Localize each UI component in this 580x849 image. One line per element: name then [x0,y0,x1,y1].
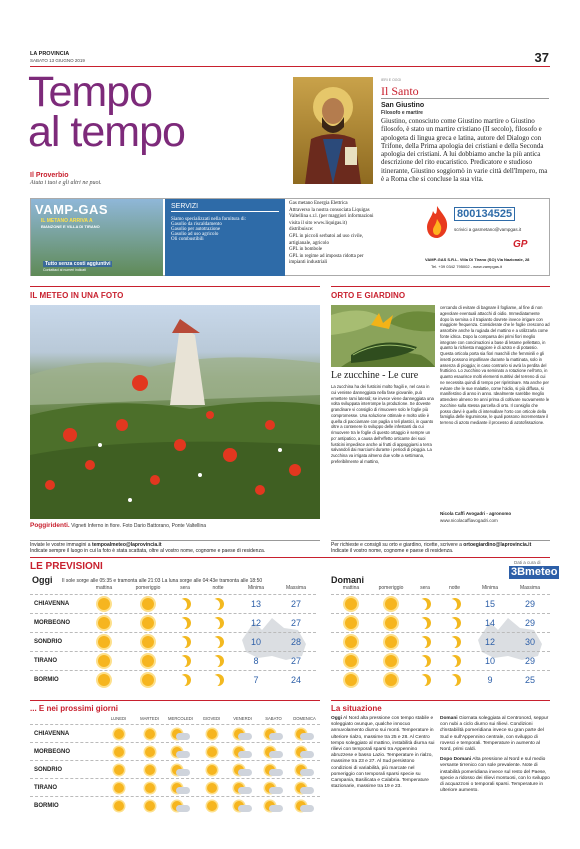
situazione-oggi-text: Al Nord alta pressione con tempo stabile e soleggiato ovunque, qualche innocuo annuvolamento diurno sui monti. Temperature in ulteriore rialzo, massime tra 25 e 28. Al Centro tempo soleggiato al mattino, instabilità diurna sui rilievi con temporali sparsi tra Appennino abruzzese e basso Lazio. Temperature in rialzo, massime tra 23 e 27. Al Sud persistono condizioni di variabilità, più marcate nel pomeriggio con temporali sparsi specie su Campania, Basilicata e Calabria. Temperature stazionarie, massime tra 19 e 23. [331,716,435,790]
ad-servizi-4: Oli combustibili [171,237,204,242]
foto-rule [30,286,320,287]
sun-icon [114,765,124,775]
today-min: 12 [250,618,261,628]
ad-middle-2: Valtellina s.r.l. (per maggiori informazioni [289,214,374,220]
orto-invite [331,542,550,555]
moon-icon [419,674,431,686]
moon-icon [212,598,224,610]
tomorrow-max: 29 [524,599,535,609]
cloud-icon [176,787,190,794]
sun-icon [142,674,154,686]
moon-icon [449,617,461,629]
sun-icon [145,783,155,793]
day-sabato: SABATO [265,716,282,721]
sun-icon [114,801,124,811]
previsioni-section-title: LE PREVISIONI [30,561,103,572]
moon-icon [419,655,431,667]
ad-middle-9: impianti industriali [289,260,328,266]
tomorrow-row-3 [331,651,550,670]
moon-icon [212,636,224,648]
domani-label: Domani [331,575,365,585]
tomorrow-row-4 [331,670,550,689]
moon-icon [179,636,191,648]
prossimi-rule [30,700,320,701]
meteo-credit: Dati a cura di [514,560,541,565]
col-minima: Minima [247,585,265,591]
situazione-domani [440,716,550,794]
ad-middle-panel [289,201,423,267]
today-min: 7 [253,675,259,685]
today-table [30,594,316,689]
orto-col-1: La zucchina ha dei fusticini molto fragili e, nel caso in cui venisse danneggiata nella fase giovanile, può emettere rami laterali; se invece viene danneggiata una volta sviluppata interrompe la produzione. Se doveste grandinare vi consiglio di rimuovere solo le foglie più compromesse. Una soluzione ottimale e molto utile è quella di pacciamare con paglia o teli plastici, in quanto oltre a contenere lo sviluppo delle infestanti da cui rimuovere tra le foglie di questo ortaggio è sempre un po' antipatico, a causa dell'effetto orticante dei suoi fusticini impedisce anche ai frutti di appoggiarsi a terra salvandoli dai marciumi durante i periodi di pioggia. La zucchina va irrigata almeno due volte a settimana, preferibilmente al mattino, [331,384,434,464]
cloud-icon [176,805,190,812]
tomorrow-min: 9 [487,675,493,685]
tomorrow-max: 29 [524,656,535,666]
moon-icon [449,655,461,667]
sun-icon [207,747,217,757]
sun-icon [98,617,110,629]
day-mercoledi: MERCOLEDI [168,716,193,721]
prossimi-header [30,716,320,724]
ad-middle-3: visita il sito www.liquigas.it) [289,220,347,226]
page-title [28,68,185,156]
ad-servizi-1: Gasolio da riscaldamento [171,222,222,227]
sun-icon [145,747,155,757]
sun-icon [385,655,397,667]
moon-icon [419,617,431,629]
ad-slogan: IL METANO ARRIVA A [41,218,93,224]
today-header [30,585,316,594]
prossimi-city: BORMIO [34,802,59,809]
today-max: 27 [290,656,301,666]
sun-icon [98,655,110,667]
orto-site[interactable]: www.nicolacaffiavogadri.com [440,518,498,523]
zucchine-illustration [331,305,435,367]
sun-icon [145,729,155,739]
today-max: 27 [290,599,301,609]
sun-icon [114,747,124,757]
tomorrow-max: 29 [524,618,535,628]
cloud-icon [300,805,314,812]
orto-rule [331,286,550,287]
saint-label-rule [381,98,549,99]
col-sera: sera [180,585,190,591]
today-max: 28 [290,637,301,647]
flame-icon [425,205,449,239]
sun-icon [345,598,357,610]
moon-icon [449,636,461,648]
foto-caption-title: Poggiridenti. [30,522,70,529]
orto-section-title: ORTO E GIARDINO [331,291,406,300]
prossimi-row-3 [30,778,320,796]
proverb-text: Aiuta i tuoi e gli altri ne puoi. [30,180,102,186]
cloud-icon [269,769,283,776]
sun-icon [207,729,217,739]
cloud-icon [238,787,252,794]
saint-body: Giustino, conosciuto come Giustino martire o Giustino filosofo, è stato un martire cristiano (II secolo), filosofo e apologeta di lingua greca e latina, autore del Dialogo con Trifone, della Prima apologia dei cristiani e della Seconda apologia dei cristiani. A lui dobbiamo anche la più antica descrizione del rito eucaristico. Predicatore e studioso itinerante, Giustino soggiornò in varie città dell'Impero, ma è a Roma che si concluse la sua vita. [381,117,548,184]
col-minima: Minima [481,585,499,591]
orto-author: Nicola Caffi Avogadri - agronomo [440,511,512,516]
day-lunedi: LUNEDI [110,716,127,721]
ad-middle-5: GPL in piccoli serbatoi ad uso civile, [289,233,364,239]
vineyard-poppies-illustration [30,305,320,519]
cloud-icon [176,769,190,776]
oggi-label: Oggi [32,575,53,585]
cloud-icon [269,787,283,794]
cloud-icon [300,751,314,758]
day-domenica: DOMENICA [293,716,316,721]
title-line-1: Tempo [28,68,153,116]
previsioni-rule [30,557,550,558]
ad-slogan-2: BIANZONE E VILLA DI TIRANO [41,224,100,229]
today-row-2 [30,632,316,651]
situazione-dopo-text: Alta pressione al Nord e sul medio versante tirrenico con sole prevalente. Note di instabilità pomeridiana invece sul resto del Paese, specie a ridosso dei rilievi montuosi, con lo sviluppo di acquazzoni o temporali sparsi. Temperature in ulteriore aumento. [440,757,550,794]
cloud-icon [176,733,190,740]
ad-note: Tutto senza costi aggiuntivi [45,261,111,267]
cloud-icon [269,805,283,812]
today-city: MORBEGNO [34,620,70,626]
sun-icon [385,598,397,610]
col-massima: Massima [285,585,306,591]
ad-left-panel [31,199,163,276]
ad-note-2: Contattaci ai numeri indicati [43,268,86,272]
cloud-icon [238,769,252,776]
orto-invite-1: Per richieste e consigli su orto e giardino, ricette, scrivere a [331,542,462,548]
ad-middle-0: Gas metano Energia Elettrica [289,201,348,206]
cloud-icon [269,733,283,740]
moon-icon [449,598,461,610]
tomorrow-min: 15 [484,599,495,609]
prossimi-section-title: ... E nei prossimi giorni [30,704,119,713]
tomorrow-table [331,594,550,689]
ad-middle-8: GPL in regime ad imposta ridotta per [289,253,364,259]
orto-col-2: cercando di evitare di bagnare il fogliame, al fine di non agevolare eventuali attacchi di oidio. Immediatamente dopo la semina o il trapianto dovrete invece irrigare con maggiore frequenza. Considerate che le foglie crescono ad assorbire anche la rugiada del mattino e a utilizzarla come fonte idrica. Dopo la comparsa dei primi fiori meglio integrare con concimazioni a base di letame pellettato, in quanto la richiesta maggiore è di azoto e di potassio. Questa orticola porta sia fiori maschili che femminili e gli insetti possono impollinare durante la mattinata, solo in assenza di pioggia; in caso contrario si avrà la perdita del frutticino. Lo zucchino va seminato a rotazione nell'orto, in quanto esaurisce molti elementi nutritivi del terreno di cui ne necessita quindi di tempo per ripristinare. Ma anche per evitare che le sue malattie, come l'oidio, si più diffusa, si manifestino di anno in anno. Idealmente sarebbe meglio attendere almeno tre anni prima di coltivare nuovamente le zucchine sulla stessa parcella di orto. Il consiglio che posso darvi è quello di intervallare l'orto con orticole della famiglia delle leguminose, le quali possono incrementare il terreno di azoto mediante il processo di azotofissazione. [440,305,550,425]
ad-servizi-0: Siamo specializzati nella fornitura di: [171,217,246,222]
sun-icon [142,598,154,610]
moon-icon [179,598,191,610]
prossimi-row-1 [30,742,320,760]
foto-caption [30,522,320,529]
foto-section-title: IL METEO IN UNA FOTO [30,291,124,300]
today-row-0 [30,594,316,613]
foto-invite-email[interactable]: tempoalmeteo@laprovincia.it [91,542,162,548]
proverb-block [30,172,102,186]
moon-icon [179,655,191,667]
sun-icon [345,674,357,686]
ad-middle-7: GPL in bombole [289,247,323,253]
moon-icon [179,674,191,686]
moon-icon [179,617,191,629]
situazione-domani-label: Domani [440,716,458,721]
col-mattina: mattina [95,585,113,591]
prossimi-row-0 [30,724,320,742]
situazione-oggi-label: Oggi [331,716,342,721]
sun-moon-line: Il sole sorge alle 05:35 e tramonta alle 21:03 La luna sorge alle 04:43e tramonta alle 18:50 [62,578,263,584]
today-row-1 [30,613,316,632]
orto-invite-email[interactable]: ortoegiardino@laprovincia.it [463,542,532,548]
sun-icon [207,765,217,775]
prossimi-city: MORBEGNO [34,748,70,755]
saint-label: Il Santo [381,84,419,98]
cloud-icon [238,805,252,812]
col-mattina: mattina [342,585,360,591]
moon-icon [212,617,224,629]
orto-invite-2: Indicate il vostro nome, cognome e paese di residenza. [331,548,454,555]
situazione-oggi [331,716,435,790]
col-notte: notte [212,585,224,591]
sun-icon [142,655,154,667]
prossimi-row-4 [30,796,320,814]
tomorrow-max: 25 [524,675,535,685]
moon-icon [419,598,431,610]
foto-invite-1: Inviate le vostre immagini a [30,542,91,548]
tomorrow-row-1 [331,613,550,632]
ad-servizi-2: Gasolio per autotrazione [171,227,221,232]
foto-invite-2: Indicate sempre il luogo in cui la foto è stata scattata, oltre al vostro nome, cognome e paese di residenza. [30,548,266,555]
page-number: 37 [534,50,549,65]
today-max: 24 [290,675,301,685]
tomorrow-min: 12 [484,637,495,647]
sun-icon [98,674,110,686]
ad-phone: 800134525 [454,207,515,221]
today-row-3 [30,651,316,670]
col-pomeriggio: pomeriggio [378,585,404,591]
foto-image [30,305,320,519]
prossimi-table [30,724,320,814]
tomorrow-header [331,585,550,594]
ad-tel: Tel. +39 0342 795002 - www.vampgas.it [431,264,503,269]
orto-title: Le zucchine - Le cure [331,370,419,381]
saint-icon-image [293,77,373,184]
col-sera: sera [420,585,430,591]
sun-icon [385,674,397,686]
today-city: BORMIO [34,677,59,683]
day-venerdi: VENERDI [233,716,252,721]
sun-icon [114,729,124,739]
sun-icon [345,636,357,648]
foto-invite [30,542,320,555]
tomorrow-min: 10 [484,656,495,666]
orto-invite-rule [331,540,550,541]
situazione-domani-text: Giornata soleggiata al Centronord, seppur con nubi a ciclo diurno sui rilievi. Condizioni d'instabilità pomeridiana invece su gran parte del Sud e sull'Appennino centrale, con sviluppo di rovesci e temporali. Temperature in aumento al Nord, primi caldi. [440,716,549,753]
moon-icon [212,674,224,686]
sun-icon [142,617,154,629]
tomorrow-min: 14 [484,618,495,628]
ad-brand: VAMP-GAS [35,202,109,217]
ad-middle-4: distribuisce: [289,227,314,233]
zucchine-image [331,305,435,367]
situazione-dopo-label: Dopo Domani [440,757,472,763]
sun-icon [345,617,357,629]
saint-role: Filosofo e martire [381,110,423,116]
prossimi-city: TIRANO [34,784,57,791]
moon-icon [212,655,224,667]
paper-name: LA PROVINCIA [30,51,70,57]
cloud-icon [269,751,283,758]
today-city: TIRANO [34,658,57,664]
today-min: 8 [253,656,259,666]
saint-portrait [293,77,373,184]
cloud-icon [300,787,314,794]
cloud-icon [176,751,190,758]
day-martedi: MARTEDI [140,716,159,721]
foto-caption-text: Vigneti Inferno in fiore. Foto Dario Battorano, Ponte Valtellina [71,523,207,529]
ad-company: VAMP-GAS S.R.L. Villa Di Tirano (SO) Via Nazionale, 28 [425,257,530,262]
saint-name: San Giustino [381,102,425,109]
sun-icon [207,801,217,811]
sun-icon [207,783,217,793]
title-line-2: al tempo [28,108,185,156]
tomorrow-row-2 [331,632,550,651]
cloud-icon [238,733,252,740]
prossimi-city: SONDRIO [34,766,63,773]
today-city: SONDRIO [34,639,63,645]
today-max: 27 [290,618,301,628]
header-rule [30,66,550,67]
ad-lp-logo: GP [513,239,528,250]
today-city: CHIAVENNA [34,601,70,607]
sun-icon [98,598,110,610]
cloud-icon [238,751,252,758]
sun-icon [142,636,154,648]
moon-icon [419,636,431,648]
cloud-icon [300,769,314,776]
foto-invite-rule [30,540,320,541]
day-giovedi: GIOVEDI [202,716,221,721]
ad-servizi-3: Gasolio ad uso agricolo [171,232,219,237]
col-massima: Massima [519,585,540,591]
sun-icon [385,636,397,648]
sun-icon [145,765,155,775]
today-min: 10 [250,637,261,647]
ad-middle-6: artigianale, agricolo [289,240,329,246]
today-min: 13 [250,599,261,609]
proverb-label: Il Proverbio [30,172,69,179]
saint-kicker: IERI E OGGI [381,78,402,82]
situazione-rule [331,700,550,701]
masthead [30,51,85,63]
tomorrow-max: 30 [524,637,535,647]
sun-icon [345,655,357,667]
cloud-icon [300,733,314,740]
sun-icon [98,636,110,648]
sun-icon [114,783,124,793]
prossimi-city: CHIAVENNA [34,730,70,737]
ad-servizi-panel [165,199,285,276]
vamp-gas-ad [30,198,550,276]
ad-email: scrivici a gasmetano@vampgas.it [454,227,522,232]
ad-middle-1: Attraverso la nostra consociata Liquigas [289,207,370,213]
situazione-section-title: La situazione [331,704,382,713]
tomorrow-row-0 [331,594,550,613]
prossimi-row-2 [30,760,320,778]
today-row-4 [30,670,316,689]
meteo-brand-logo: 3Bmeteo [511,566,558,578]
sun-icon [145,801,155,811]
sun-icon [385,617,397,629]
ad-servizi-title: SERVIZI [171,203,279,212]
col-pomeriggio: pomeriggio [135,585,161,591]
col-notte: notte [448,585,461,591]
paper-date: SABATO 13 GIUGNO 2019 [30,58,85,63]
moon-icon [449,674,461,686]
